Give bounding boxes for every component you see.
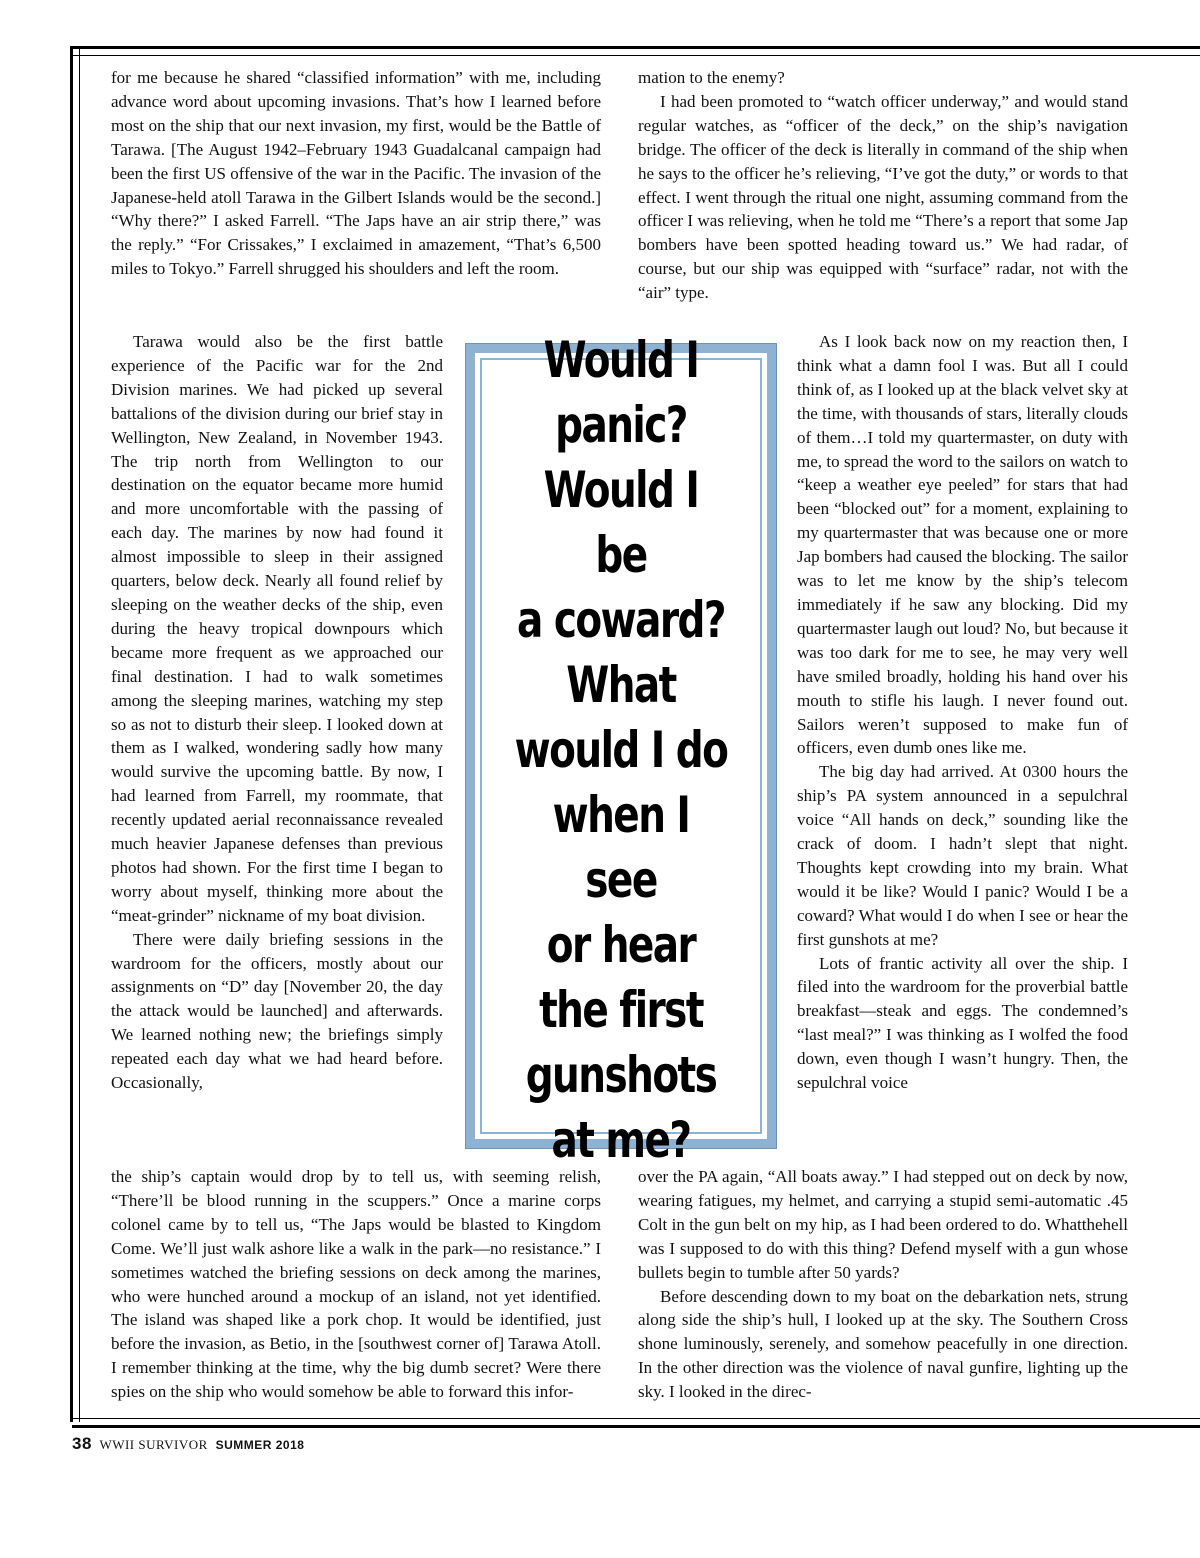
page-frame-bottom-rule: [72, 1418, 1200, 1428]
pull-quote-line: Would I: [543, 330, 699, 389]
paragraph: Before descending down to my boat on the debarkation nets, strung along side the ship’s hull, I looked up at the sky. The Southern Cross shone luminously, serenely, and somehow peacefully in one direction. In the other direction was the violence of naval gunfire, lighting up the sky. I looked in the direc-: [638, 1286, 1128, 1402]
pull-quote-text: [513, 328, 730, 1173]
paragraph: for me because he shared “classified information” with me, including advance word about upcoming invasions. That’s how I learned before most on the ship that our next invasion, my first, would be the Battle of Tarawa. [The August 1942–February 1943 Guadalcanal campaign had been the first US offensive of the war in the Pacific. The invasion of the Japanese-held atoll Tarawa in the Gilbert Islands would be the second.] “Why there?” I asked Farrell. “The Japs have an air strip there,” was the reply.” “For Crissakes,” I exclaimed in amazement, “That’s 6,500 miles to Tokyo.” Farrell shrugged his shoulders and left the room.: [111, 68, 601, 279]
paragraph: Lots of frantic activity all over the ship. I filed into the wardroom for the proverbial battle breakfast—steak and eggs. The condemned’s “last meal?” I was thinking as I wolfed the food down, even though I wasn’t hungry. Then, the sepulchral voice: [797, 953, 1128, 1093]
paragraph: As I look back now on my reaction then, I think what a damn fool I was. But all I could think of, as I looked up at the black velvet sky at the time, with thousands of stars, literally clouds of them…I told my quartermaster, on duty with me, to spread the word to the sailors on watch to “keep a weather eye peeled” for stars that had been “blocked out” for a moment, explaining to my quartermaster that was because one or more Jap bombers had caused the blocking. The sailor was to let me know by the ship’s telecom immediately if he saw any blocking. Did my quartermaster laugh out loud? No, but because it was too dark for me to see, he may very well have smiled broadly, holding his hand over his mouth to stifle his laugh. I never found out. Sailors weren’t supposed to make fun of officers, even dumb ones like me.: [797, 332, 1128, 758]
page-frame-left-rule: [70, 46, 80, 1422]
paragraph: over the PA again, “All boats away.” I had stepped out on deck by now, wearing fatigues, my helmet, and carrying a stupid semi-automatic .45 Colt in the gun belt on my hip, as I had been ordered to do. Whatthehell was I supposed to do with this thing? Defend myself with a gun whose bullets begin to tumble after 50 yards?: [638, 1167, 1128, 1282]
pull-quote-line: at me?: [551, 1110, 691, 1169]
pull-quote-line: What: [566, 655, 676, 714]
paragraph: I had been promoted to “watch officer underway,” and would stand regular watches, as “officer of the deck,” on the ship’s navigation bridge. The officer of the deck is literally in command of the ship when he says to the officer he’s relieving, “I’ve got the duty,” or words to that effect. I went through the ritual one night, assuming command from the officer I was relieving, when he told me “There’s a report that some Jap bombers have been spotted heading toward us.” We had radar, of course, but our ship was equipped with “surface” radar, not with the “air” type.: [638, 91, 1128, 303]
pull-quote-line: would I do: [514, 720, 728, 779]
pull-quote-line: or hear: [546, 915, 696, 974]
page-frame-top-rule: [72, 46, 1200, 56]
pull-quote-line: panic?: [555, 395, 687, 454]
pull-quote-box: [466, 330, 776, 1169]
paragraph: the ship’s captain would drop by to tell us, with seeming relish, “There’ll be blood running in the scuppers.” Once a marine corps colonel came by to tell us, “The Japs would be blasted to Kingdom Come. We’ll just walk ashore like a walk in the park—no resistance.” I sometimes watched the briefing sessions on deck among the marines, who were hunched around a mockup of an island, not yet identified. The island was shaped like a pork chop. It would be identified, just before the invasion, as Betio, in the [southwest corner of] Tarawa Atoll. I remember thinking at the time, why the big dumb secret? Were there spies on the ship who would somehow be able to forward this infor-: [111, 1167, 601, 1402]
pull-quote-line: the first: [539, 980, 703, 1039]
publication-name: WWII SURVIVOR: [99, 1437, 208, 1452]
pull-quote-line: a coward?: [517, 590, 725, 649]
paragraph: mation to the enemy?: [638, 68, 785, 87]
right-column-middle: [797, 330, 1128, 1095]
left-column-middle: [111, 330, 443, 1095]
left-column-bottom: [111, 1165, 601, 1404]
right-column-top: [638, 66, 1128, 305]
left-column-top: [111, 66, 601, 281]
paragraph: The big day had arrived. At 0300 hours the ship’s PA system announced in a sepulchral voice “All hands on deck,” sounding like the crack of doom. I hadn’t slept that night. Thoughts kept crowding into my brain. What would it be like? Would I panic? Would I be a coward? What would I do when I see or hear the first gunshots at me?: [797, 762, 1128, 949]
pull-quote-line: when I see: [552, 785, 690, 909]
pull-quote-line: gunshots: [525, 1045, 717, 1104]
pull-quote-inner-border: [480, 330, 762, 1169]
page-number: 38: [72, 1434, 92, 1453]
issue-date: SUMMER 2018: [215, 1438, 305, 1452]
paragraph: Tarawa would also be the first battle experience of the Pacific war for the 2nd Division marines. We had picked up several battalions of the division during our brief stay in Wellington, New Zealand, in November 1943. The trip north from Wellington to our destination on the equator became more humid and more uncomfortable with the passing of each day. The marines by now had found it almost impossible to sleep in their assigned quarters, below deck. Nearly all found relief by sleeping on the weather decks of the ship, even during the heavy tropical downpours which became more frequent as we approached our final destination. I had to walk sometimes among the sleeping marines, watching my step so as not to disturb their sleep. I looked down at them as I walked, wondering sadly how many would survive the upcoming battle. By now, I had learned from Farrell, my roommate, that recently updated aerial reconnaissance revealed much heavier Japanese defenses than previous photos had shown. For the first time I began to worry about myself, thinking more about the “meat-grinder” nickname of my boat division.: [111, 332, 443, 925]
right-column-bottom: [638, 1165, 1128, 1404]
page-footer: [72, 1434, 304, 1454]
pull-quote-line: Would I be: [543, 460, 699, 584]
paragraph: There were daily briefing sessions in the wardroom for the officers, mostly about our assignments on “D” day [November 20, the day the attack would be launched] and afterwards. We learned nothing new; the briefings simply repeated each day what we had heard before. Occasionally,: [111, 929, 443, 1093]
